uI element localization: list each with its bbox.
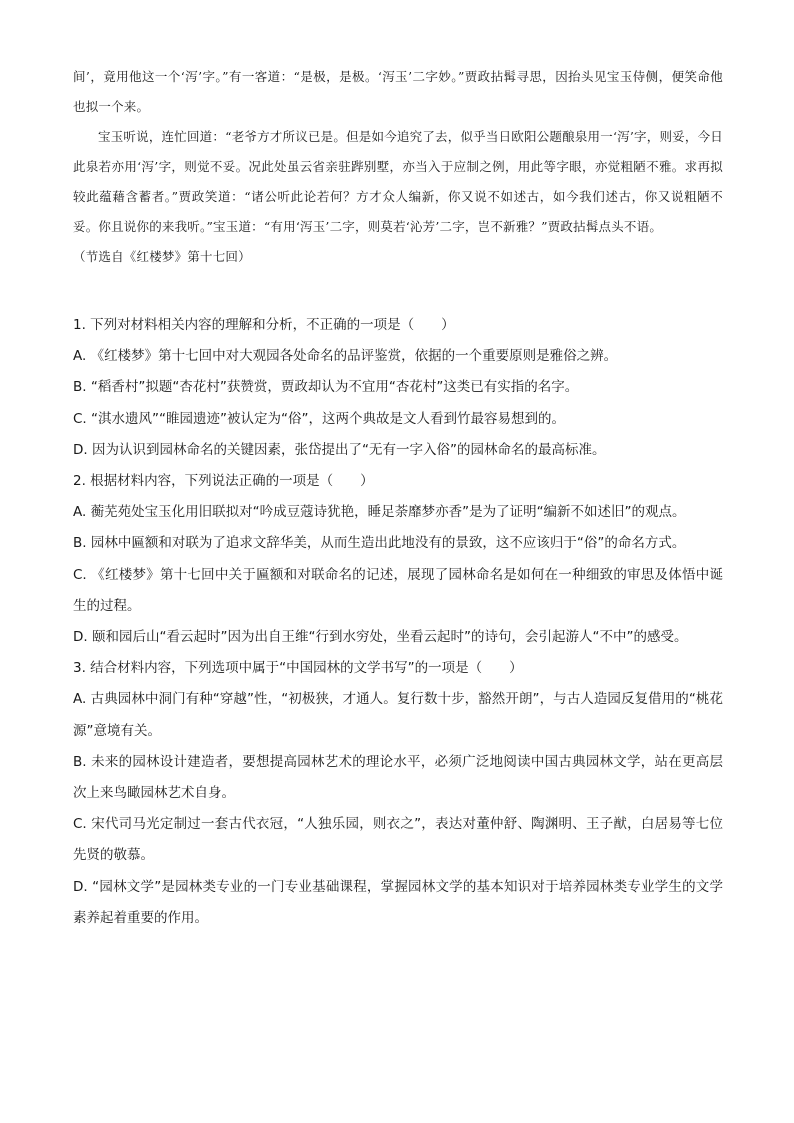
- option-b: B. 园林中匾额和对联为了追求文辞华美，从而生造出此地没有的景致，这不应该归于“俗”的命名方式。: [73, 535, 686, 552]
- question-list: [73, 310, 723, 934]
- question-2: [73, 466, 723, 653]
- option-a: A. 古典园林中洞门有种“穿越”性，“初极狭，才通人。复行数十步，豁然开朗”，与古人造园反复借用的“桃花源”意境有关。: [73, 691, 723, 739]
- option-b: B. 未来的园林设计建造者，要想提高园林艺术的理论水平，必须广泛地阅读中国古典园林文学，站在更高层次上来鸟瞰园林艺术自身。: [73, 753, 723, 802]
- option-c: C. 《红楼梦》第十七回中关于匾额和对联命名的记述，展现了园林命名是如何在一种细致的审思及体悟中诞生的过程。: [73, 566, 723, 614]
- option-a: A. 蘅芜苑处宝玉化用旧联拟对“吟成豆蔻诗犹艳，睡足荼靡梦亦香”是为了证明“编新不如述旧”的观点。: [73, 504, 686, 521]
- option-c: C. 宋代司马光定制过一套古代衣冠，“人独乐园，则衣之”，表达对董仲舒、陶渊明、王子猷，白居易等七位先贤的敬慕。: [73, 816, 723, 864]
- question-stem: 2. 根据材料内容，下列说法正确的一项是（ ）: [73, 473, 374, 490]
- option-d: D. 因为认识到园林命名的关键因素，张岱提出了“无有一字入俗”的园林命名的最高标准。: [73, 441, 606, 458]
- question-3: [73, 653, 723, 934]
- passage-paragraph-1: 间’，竟用他这一个‘泻’字。”有一客道：“是极，是极。‘泻玉’二字妙。”贾政拈髯寻思，因抬头见宝玉侍侧，便笑命他也拟一个来。: [73, 69, 723, 114]
- question-1: [73, 310, 723, 466]
- excerpt-passage: [73, 62, 723, 272]
- passage-source: （节选自《红楼梦》第十七回）: [73, 249, 251, 264]
- question-stem: 3. 结合材料内容，下列选项中属于“中国园林的文学书写”的一项是（ ）: [73, 660, 523, 677]
- option-b: B. “稻香村”拟题“杏花村”获赞赏，贾政却认为不宜用“杏花村”这类已有实指的名字。: [73, 379, 579, 396]
- passage-paragraph-2: 宝玉听说，连忙回道：“老爷方才所议已是。但是如今追究了去，似乎当日欧阳公题酿泉用一‘泻’字，则妥，今日此泉若亦用‘泻’字，则觉不妥。况此处虽云省亲驻跸别墅，亦当入于应制之例，用此等字眼，亦觉粗陋不雅。求再拟较此蕴藉含蓄者。”贾政笑道：“诸公听此论若何？方才众人编新，你又说不如述古，如今我们述古，你又说粗陋不妥。你且说你的来我听。”宝玉道：“有用‘泻玉’二字，则莫若‘沁芳’二字，岂不新雅？”贾政拈髯点头不语。: [73, 129, 723, 234]
- question-stem: 1. 下列对材料相关内容的理解和分析，不正确的一项是（ ）: [73, 317, 455, 333]
- option-a: A. 《红楼梦》第十七回中对大观园各处命名的品评鉴赏，依据的一个重要原则是雅俗之辨。: [73, 348, 618, 365]
- option-d: D. 颐和园后山“看云起时”因为出自王维“行到水穷处，坐看云起时”的诗句，会引起游人“不中”的感受。: [73, 629, 688, 646]
- option-c: C. “淇水遗风”“睢园遗迹”被认定为“俗”，这两个典故是文人看到竹最容易想到的。: [73, 410, 565, 427]
- option-d: D. “园林文学”是园林类专业的一门专业基础课程，掌握园林文学的基本知识对于培养园林类专业学生的文学素养起着重要的作用。: [73, 878, 723, 926]
